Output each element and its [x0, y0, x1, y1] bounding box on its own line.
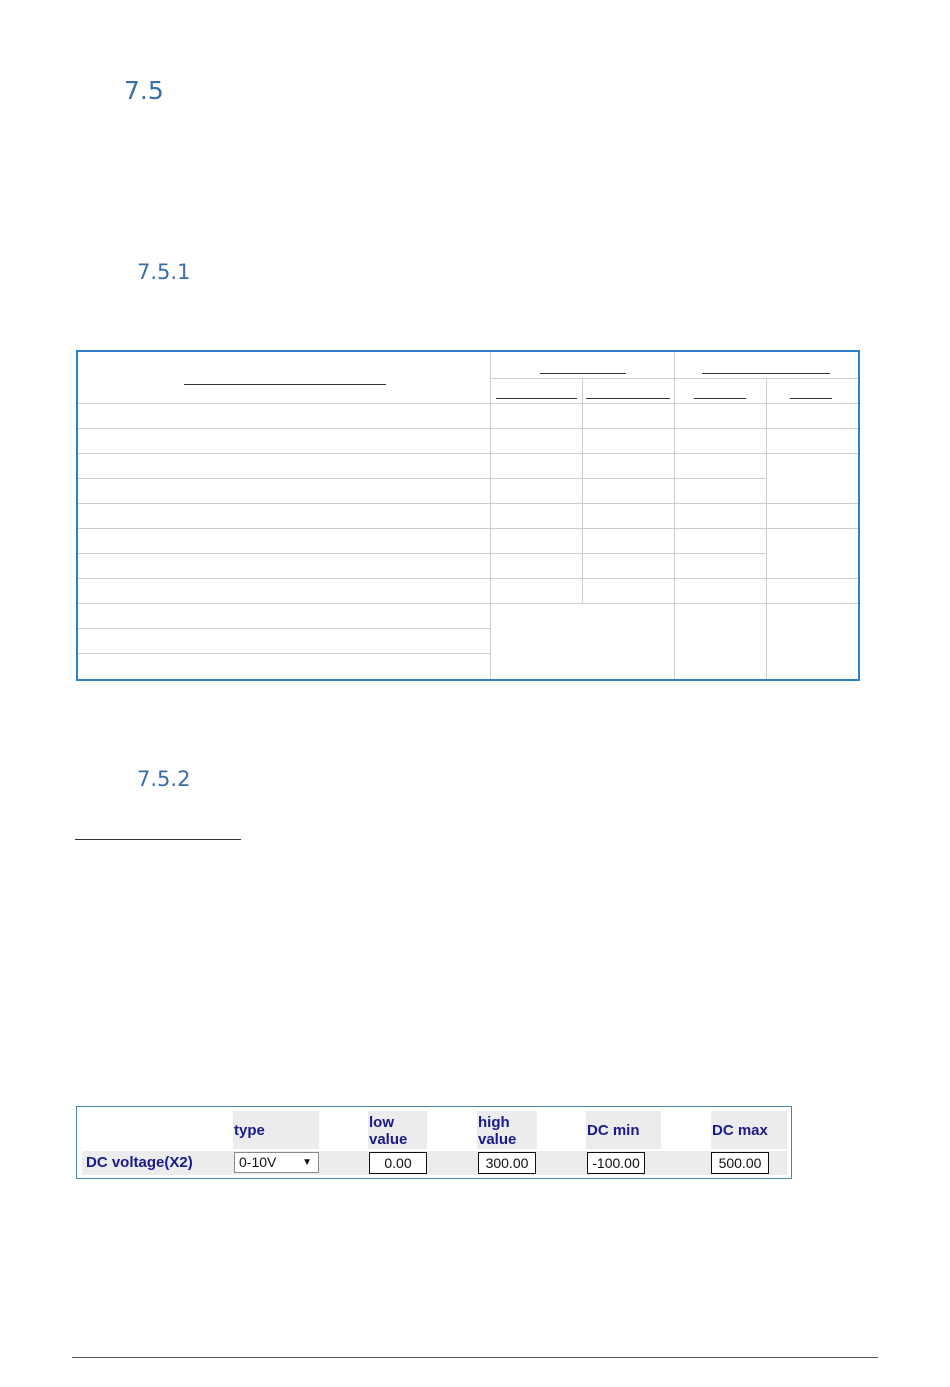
table-divider — [78, 628, 490, 629]
header-underline — [586, 398, 670, 399]
type-header — [233, 1111, 319, 1149]
type-select-value: 0-10V — [239, 1154, 277, 1170]
section-underline — [75, 839, 241, 840]
dc-voltage-x2-label: DC voltage(X2) — [86, 1154, 193, 1171]
dropdown-arrow-icon: ▼ — [302, 1157, 312, 1168]
analog-input-settings — [76, 1106, 792, 1179]
table-divider — [78, 528, 858, 529]
header-underline — [496, 398, 577, 399]
type-header-label: type — [234, 1121, 265, 1139]
header-underline — [702, 373, 830, 374]
section-heading: 7.5 — [124, 76, 164, 105]
spec-table — [76, 350, 860, 681]
high-value-header-line1: high — [478, 1114, 510, 1131]
high-value-input[interactable] — [478, 1152, 536, 1174]
header-underline — [694, 398, 746, 399]
table-divider — [674, 352, 675, 679]
high-value-header-line2: value — [478, 1131, 517, 1148]
header-underline — [790, 398, 832, 399]
table-divider — [78, 428, 858, 429]
subsection-heading-1: 7.5.1 — [137, 260, 191, 284]
dc-max-input[interactable] — [711, 1152, 769, 1174]
table-divider — [490, 352, 491, 679]
dc-max-header — [711, 1111, 787, 1149]
footer-divider — [72, 1357, 878, 1358]
table-divider — [78, 603, 858, 604]
table-divider — [78, 503, 858, 504]
table-divider — [582, 378, 583, 603]
low-value-header — [368, 1111, 427, 1149]
low-value-input[interactable] — [369, 1152, 427, 1174]
table-divider — [78, 403, 858, 404]
table-divider — [78, 478, 766, 479]
low-value-header-line2: value — [369, 1131, 408, 1148]
table-divider — [78, 578, 858, 579]
type-select[interactable] — [234, 1152, 319, 1173]
subsection-heading-2: 7.5.2 — [137, 767, 191, 791]
dc-min-input[interactable] — [587, 1152, 645, 1174]
table-divider — [78, 553, 766, 554]
high-value-header — [477, 1111, 537, 1149]
low-value-header-line1: low — [369, 1114, 394, 1131]
table-divider — [490, 378, 858, 379]
header-underline — [184, 384, 386, 385]
dc-min-header-label: DC min — [587, 1121, 640, 1139]
dc-min-header — [586, 1111, 661, 1149]
table-divider — [78, 453, 858, 454]
header-underline — [540, 373, 626, 374]
table-divider — [78, 653, 490, 654]
dc-max-header-label: DC max — [712, 1121, 768, 1139]
